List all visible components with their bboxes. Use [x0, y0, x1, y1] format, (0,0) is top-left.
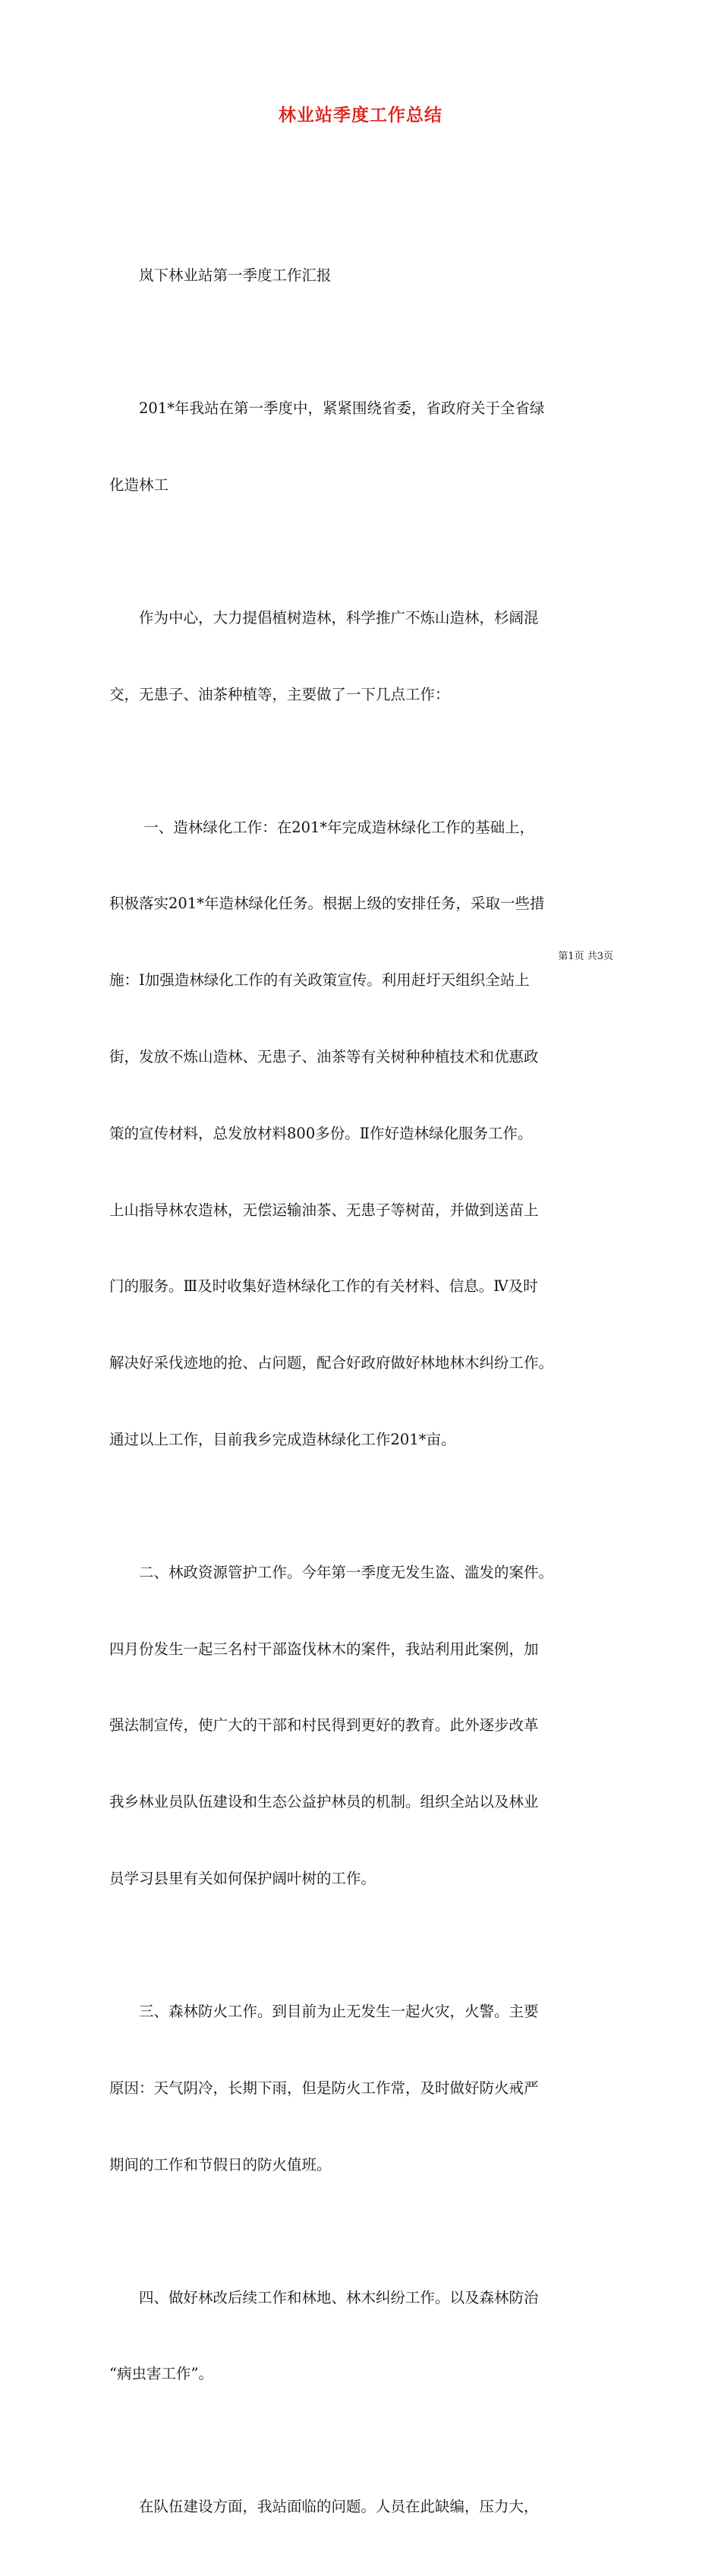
text-line: 201*年我站在第一季度中，紧紧围绕省委，省政府关于全省绿 [109, 399, 545, 418]
text-line: “病虫害工作”。 [109, 2365, 213, 2383]
text-line: 岚下林业站第一季度工作汇报 [109, 267, 332, 285]
text-line: 我乡林业员队伍建设和生态公益护林员的机制。组织全站以及林业 [109, 1793, 539, 1811]
paragraph-7 [109, 2233, 616, 2438]
page-number: 第1页 共3页 [558, 951, 613, 962]
text-line: 在队伍建设方面，我站面临的问题。人员在此缺编，压力大， [109, 2498, 539, 2516]
paragraph-3 [109, 554, 616, 759]
page-title: 林业站季度工作总结 [279, 105, 442, 125]
text-line: 街，发放不炼山造林、无患子、油茶等有关树种种植技术和优惠政 [109, 1048, 539, 1065]
text-line: 期间的工作和节假日的防火值班。 [109, 2155, 332, 2174]
text-line: 通过以上工作，目前我乡完成造林绿化工作201*亩。 [109, 1430, 456, 1448]
text-line: 员学习县里有关如何保护阔叶树的工作。 [109, 1870, 376, 1887]
document-body [109, 212, 616, 2576]
paragraph-2 [109, 345, 616, 549]
paragraph-5 [109, 1509, 616, 1943]
text-line: 原因：天气阴冷，长期下雨，但是防火工作常，及时做好防火戒严 [109, 2079, 539, 2097]
paragraph-8 [109, 2443, 616, 2571]
text-line: 化造林工 [109, 475, 169, 494]
text-line: 作为中心，大力提倡植树造林，科学推广不炼山造林，杉阔混 [109, 608, 539, 627]
text-line: 积极落实201*年造林绿化任务。根据上级的安排任务，采取一些措 [109, 895, 545, 913]
text-line: 门的服务。Ⅲ及时收集好造林绿化工作的有关材料、信息。Ⅳ及时 [109, 1277, 538, 1296]
paragraph-4 [109, 763, 616, 1503]
text-line: 交，无患子、油茶种植等，主要做了一下几点工作： [109, 685, 450, 703]
text-line: 四、做好林改后续工作和林地、林木纠纷工作。以及森林防治 [109, 2288, 539, 2306]
text-line: 四月份发生一起三名村干部盗伐林木的案件，我站利用此案例，加 [109, 1640, 539, 1658]
text-line: 三、森林防火工作。到目前为止无发生一起火灾，火警。主要 [109, 2002, 539, 2020]
text-line: 施：Ⅰ加强造林绿化工作的有关政策宣传。利用赶圩天组织全站上 [109, 971, 530, 990]
text-line: 策的宣传材料，总发放材料800多份。Ⅱ作好造林绿化服务工作。 [109, 1124, 533, 1142]
text-line: 上山指导林农造林，无偿运输油茶、无患子等树苗，并做到送苗上 [109, 1201, 539, 1219]
paragraph-1 [109, 212, 616, 339]
paragraph-6 [109, 1948, 616, 2229]
text-line: 二、林政资源管护工作。今年第一季度无发生盗、滥发的案件。 [109, 1563, 554, 1581]
text-line: 解决好采伐迹地的抢、占问题，配合好政府做好林地林木纠纷工作。 [109, 1354, 554, 1372]
text-line: 一、造林绿化工作：在201*年完成造林绿化工作的基础上， [109, 818, 535, 836]
text-line: 强法制宣传，使广大的干部和村民得到更好的教育。此外逐步改革 [109, 1716, 539, 1735]
